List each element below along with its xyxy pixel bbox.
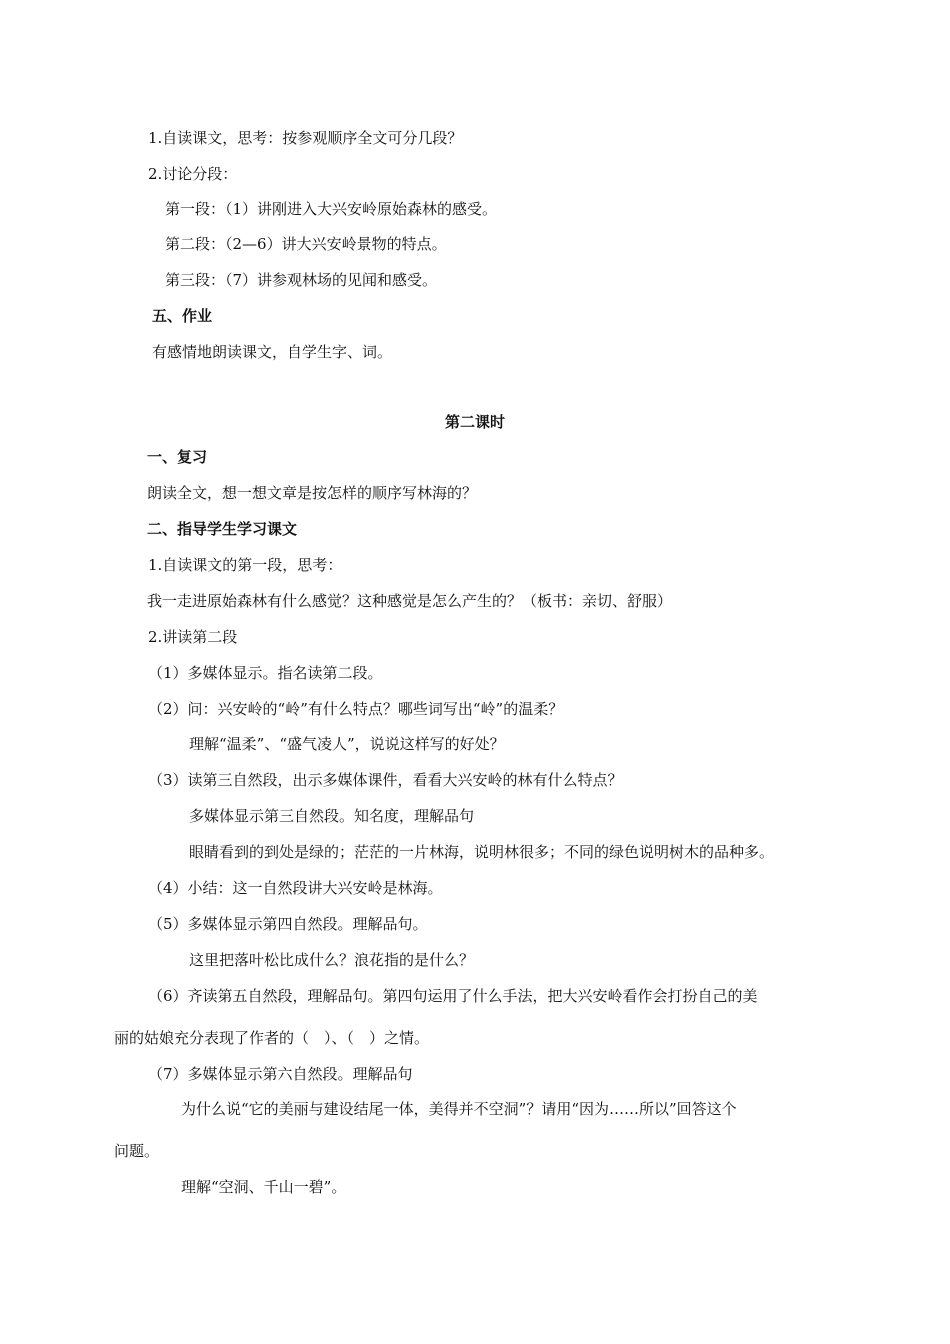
paragraph: （6）齐读第五自然段，理解品句。第四句运用了什么手法，把大兴安岭看作会打扮自己的美 bbox=[148, 987, 758, 1005]
paragraph: 2.讨论分段： bbox=[148, 165, 238, 183]
paragraph: 多媒体显示第三自然段。知名度，理解品句 bbox=[189, 807, 475, 825]
paragraph: （3）读第三自然段，出示多媒体课件，看看大兴安岭的林有什么特点？ bbox=[148, 771, 623, 789]
paragraph: （1）多媒体显示。指名读第二段。 bbox=[148, 664, 383, 682]
paragraph: 第二段：（2—6）讲大兴安岭景物的特点。 bbox=[165, 235, 447, 253]
paragraph: 理解“温柔”、“盛气凌人”，说说这样写的好处？ bbox=[189, 735, 505, 753]
lesson-title: 第二课时 bbox=[444, 413, 505, 431]
paragraph: 这里把落叶松比成什么？浪花指的是什么？ bbox=[189, 951, 475, 969]
paragraph: 2.讲读第二段 bbox=[148, 628, 238, 646]
paragraph: 第三段：（7）讲参观林场的见闻和感受。 bbox=[165, 271, 438, 289]
paragraph: 第一段：（1）讲刚进入大兴安岭原始森林的感受。 bbox=[165, 200, 498, 218]
paragraph: 有感情地朗读课文，自学生字、词。 bbox=[152, 343, 393, 361]
section-heading: 五、作业 bbox=[152, 307, 213, 325]
paragraph: （2）问：兴安岭的“岭”有什么特点？哪些词写出“岭”的温柔？ bbox=[148, 700, 564, 718]
section-heading: 二、指导学生学习课文 bbox=[147, 520, 298, 538]
paragraph: 1.自读课文，思考：按参观顺序全文可分几段？ bbox=[148, 129, 463, 147]
paragraph: 1.自读课文的第一段，思考： bbox=[148, 556, 343, 574]
paragraph: 为什么说“它的美丽与建设结尾一体，美得并不空洞”？请用“因为……所以”回答这个 bbox=[181, 1100, 737, 1118]
paragraph: （4）小结：这一自然段讲大兴安岭是林海。 bbox=[148, 879, 443, 897]
paragraph: 丽的姑娘充分表现了作者的（ ）、（ ）之情。 bbox=[114, 1029, 430, 1047]
section-heading: 一、复习 bbox=[147, 448, 208, 466]
paragraph: 问题。 bbox=[114, 1142, 160, 1160]
paragraph: 朗读全文，想一想文章是按怎样的顺序写林海的？ bbox=[147, 484, 478, 502]
paragraph: 理解“空洞、千山一碧”。 bbox=[181, 1178, 347, 1196]
paragraph: （5）多媒体显示第四自然段。理解品句。 bbox=[148, 915, 428, 933]
paragraph: 我一走进原始森林有什么感觉？这种感觉是怎么产生的？（板书：亲切、舒服） bbox=[147, 592, 673, 610]
paragraph: （7）多媒体显示第六自然段。理解品句 bbox=[148, 1065, 413, 1083]
paragraph: 眼睛看到的到处是绿的；茫茫的一片林海，说明林很多；不同的绿色说明树木的品种多。 bbox=[189, 843, 775, 861]
